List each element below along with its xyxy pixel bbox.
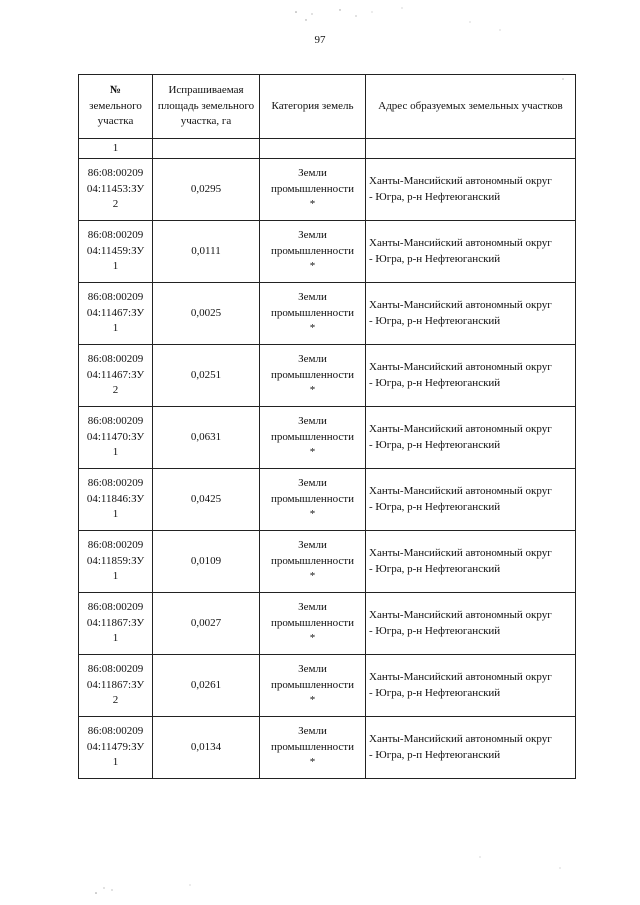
land-category-line: * bbox=[309, 198, 316, 211]
address-line: Ханты-Мансийский автономный округ bbox=[369, 609, 552, 622]
land-category-line: * bbox=[309, 446, 316, 459]
cadastral-number-line: 2 bbox=[112, 384, 119, 397]
cadastral-number-line: 1 bbox=[112, 260, 119, 273]
address-line: - Югра, р-н Нефтеюганский bbox=[369, 562, 501, 575]
table-row bbox=[79, 283, 576, 345]
cadastral-number-line: 04:11459:ЗУ bbox=[86, 244, 145, 257]
area-cell: 0,0027 bbox=[153, 593, 260, 655]
land-category-line: промышленности bbox=[271, 492, 354, 505]
land-category-line: * bbox=[309, 756, 316, 769]
land-category-cell bbox=[260, 407, 366, 469]
land-category-line: промышленности bbox=[271, 740, 354, 753]
cadastral-number-line: 1 bbox=[112, 756, 119, 769]
table-row bbox=[79, 531, 576, 593]
land-category-cell bbox=[260, 655, 366, 717]
cadastral-number-line: 1 bbox=[112, 508, 119, 521]
cadastral-number-cell bbox=[79, 221, 153, 283]
header-address: Адрес образуемых земельных участков bbox=[366, 75, 576, 139]
land-category-line: Земли bbox=[298, 601, 327, 614]
area-cell: 0,0109 bbox=[153, 531, 260, 593]
land-category-cell bbox=[260, 283, 366, 345]
land-category-cell bbox=[260, 345, 366, 407]
header-cadastral bbox=[79, 75, 153, 139]
land-category-line: * bbox=[309, 632, 316, 645]
cadastral-number-line: 1 bbox=[112, 570, 119, 583]
address-line: - Югра, р-п Нефтеюганский bbox=[369, 748, 501, 761]
land-category-line: Земли bbox=[298, 415, 327, 428]
address-cell bbox=[366, 159, 576, 221]
cadastral-number-cell bbox=[79, 531, 153, 593]
land-category-line: Земли bbox=[298, 663, 327, 676]
land-category-line: промышленности bbox=[271, 182, 354, 195]
land-category-cell bbox=[260, 221, 366, 283]
cadastral-number-line: 86:08:00209 bbox=[87, 601, 144, 614]
land-category-line: Земли bbox=[298, 229, 327, 242]
land-category-line: Земли bbox=[298, 167, 327, 180]
land-category-line: * bbox=[309, 260, 316, 273]
cadastral-number-line: 04:11467:ЗУ bbox=[86, 368, 145, 381]
table-row bbox=[79, 407, 576, 469]
cadastral-number-line: 86:08:00209 bbox=[87, 663, 144, 676]
address-line: - Югра, р-н Нефтеюганский bbox=[369, 686, 501, 699]
address-line: Ханты-Мансийский автономный округ bbox=[369, 547, 552, 560]
address-line: Ханты-Мансийский автономный округ bbox=[369, 299, 552, 312]
cadastral-number-cell bbox=[79, 345, 153, 407]
cadastral-number-cell bbox=[79, 655, 153, 717]
address-line: - Югра, р-н Нефтеюганский bbox=[369, 190, 501, 203]
cadastral-number-line: 04:11859:ЗУ bbox=[86, 554, 145, 567]
land-category-cell bbox=[260, 717, 366, 779]
area-cell: 0,0295 bbox=[153, 159, 260, 221]
cadastral-number-line: 04:11479:ЗУ bbox=[86, 740, 145, 753]
cadastral-number-cell bbox=[79, 283, 153, 345]
cadastral-number-line: 86:08:00209 bbox=[87, 539, 144, 552]
address-cell bbox=[366, 655, 576, 717]
header-category: Категория земель bbox=[260, 75, 366, 139]
page-number: 97 bbox=[314, 34, 326, 46]
column-number-cell bbox=[366, 139, 576, 159]
land-category-line: промышленности bbox=[271, 306, 354, 319]
cadastral-number-line: 04:11467:ЗУ bbox=[86, 306, 145, 319]
address-cell bbox=[366, 531, 576, 593]
address-cell bbox=[366, 593, 576, 655]
header-area: Испрашиваемая площадь земельного участка, га bbox=[153, 75, 260, 139]
header-cadastral-label: земельного участка bbox=[89, 99, 142, 128]
address-line: - Югра, р-н Нефтеюганский bbox=[369, 624, 501, 637]
land-category-line: * bbox=[309, 694, 316, 707]
column-number-cell bbox=[260, 139, 366, 159]
address-cell bbox=[366, 407, 576, 469]
land-category-cell bbox=[260, 531, 366, 593]
area-cell: 0,0425 bbox=[153, 469, 260, 531]
table-row bbox=[79, 469, 576, 531]
column-number-row bbox=[79, 139, 576, 159]
address-line: Ханты-Мансийский автономный округ bbox=[369, 237, 552, 250]
address-line: - Югра, р-н Нефтеюганский bbox=[369, 252, 501, 265]
area-cell: 0,0134 bbox=[153, 717, 260, 779]
land-category-cell bbox=[260, 469, 366, 531]
address-line: Ханты-Мансийский автономный округ bbox=[369, 671, 552, 684]
cadastral-number-line: 1 bbox=[112, 632, 119, 645]
land-category-line: промышленности bbox=[271, 368, 354, 381]
address-cell bbox=[366, 717, 576, 779]
address-line: - Югра, р-н Нефтеюганский bbox=[369, 438, 501, 451]
cadastral-number-line: 2 bbox=[112, 198, 119, 211]
cadastral-number-line: 86:08:00209 bbox=[87, 229, 144, 242]
land-category-line: * bbox=[309, 508, 316, 521]
land-category-line: промышленности bbox=[271, 616, 354, 629]
cadastral-number-cell bbox=[79, 469, 153, 531]
cadastral-number-line: 86:08:00209 bbox=[87, 353, 144, 366]
table-row bbox=[79, 655, 576, 717]
header-number-symbol: № bbox=[109, 84, 122, 97]
table-row bbox=[79, 221, 576, 283]
cadastral-number-line: 86:08:00209 bbox=[87, 291, 144, 304]
cadastral-number-line: 86:08:00209 bbox=[87, 167, 144, 180]
land-category-cell bbox=[260, 159, 366, 221]
land-category-line: Земли bbox=[298, 353, 327, 366]
cadastral-number-cell bbox=[79, 717, 153, 779]
land-category-line: промышленности bbox=[271, 554, 354, 567]
cadastral-number-line: 1 bbox=[112, 322, 119, 335]
cadastral-number-line: 1 bbox=[112, 446, 119, 459]
table-row bbox=[79, 345, 576, 407]
area-cell: 0,0251 bbox=[153, 345, 260, 407]
cadastral-number-cell bbox=[79, 159, 153, 221]
address-line: Ханты-Мансийский автономный округ bbox=[369, 361, 552, 374]
land-category-line: Земли bbox=[298, 725, 327, 738]
area-cell: 0,0025 bbox=[153, 283, 260, 345]
cadastral-number-line: 04:11470:ЗУ bbox=[86, 430, 145, 443]
table-header-row bbox=[79, 75, 576, 139]
table-row bbox=[79, 159, 576, 221]
cadastral-number-line: 86:08:00209 bbox=[87, 415, 144, 428]
land-category-line: промышленности bbox=[271, 244, 354, 257]
address-cell bbox=[366, 469, 576, 531]
area-cell: 0,0631 bbox=[153, 407, 260, 469]
land-category-line: * bbox=[309, 384, 316, 397]
land-plots-table bbox=[78, 74, 576, 779]
land-category-cell bbox=[260, 593, 366, 655]
address-cell bbox=[366, 283, 576, 345]
cadastral-number-cell bbox=[79, 593, 153, 655]
address-line: - Югра, р-н Нефтеюганский bbox=[369, 500, 501, 513]
land-category-line: * bbox=[309, 322, 316, 335]
land-category-line: Земли bbox=[298, 539, 327, 552]
address-line: Ханты-Мансийский автономный округ bbox=[369, 485, 552, 498]
address-line: - Югра, р-н Нефтеюганский bbox=[369, 376, 501, 389]
cadastral-number-line: 04:11846:ЗУ bbox=[86, 492, 145, 505]
cadastral-number-line: 04:11453:ЗУ bbox=[86, 182, 145, 195]
table-row bbox=[79, 717, 576, 779]
address-line: Ханты-Мансийский автономный округ bbox=[369, 733, 552, 746]
cadastral-number-cell bbox=[79, 407, 153, 469]
land-category-line: промышленности bbox=[271, 678, 354, 691]
land-category-line: промышленности bbox=[271, 430, 354, 443]
address-cell bbox=[366, 345, 576, 407]
address-line: Ханты-Мансийский автономный округ bbox=[369, 175, 552, 188]
address-line: - Югра, р-н Нефтеюганский bbox=[369, 314, 501, 327]
address-cell bbox=[366, 221, 576, 283]
cadastral-number-line: 04:11867:ЗУ bbox=[86, 678, 145, 691]
cadastral-number-line: 2 bbox=[112, 694, 119, 707]
land-category-line: Земли bbox=[298, 291, 327, 304]
area-cell: 0,0111 bbox=[153, 221, 260, 283]
address-line: Ханты-Мансийский автономный округ bbox=[369, 423, 552, 436]
land-category-line: Земли bbox=[298, 477, 327, 490]
area-cell: 0,0261 bbox=[153, 655, 260, 717]
cadastral-number-line: 04:11867:ЗУ bbox=[86, 616, 145, 629]
column-number-cell bbox=[153, 139, 260, 159]
table-row bbox=[79, 593, 576, 655]
column-number-cell: 1 bbox=[79, 139, 153, 159]
cadastral-number-line: 86:08:00209 bbox=[87, 725, 144, 738]
cadastral-number-line: 86:08:00209 bbox=[87, 477, 144, 490]
land-category-line: * bbox=[309, 570, 316, 583]
